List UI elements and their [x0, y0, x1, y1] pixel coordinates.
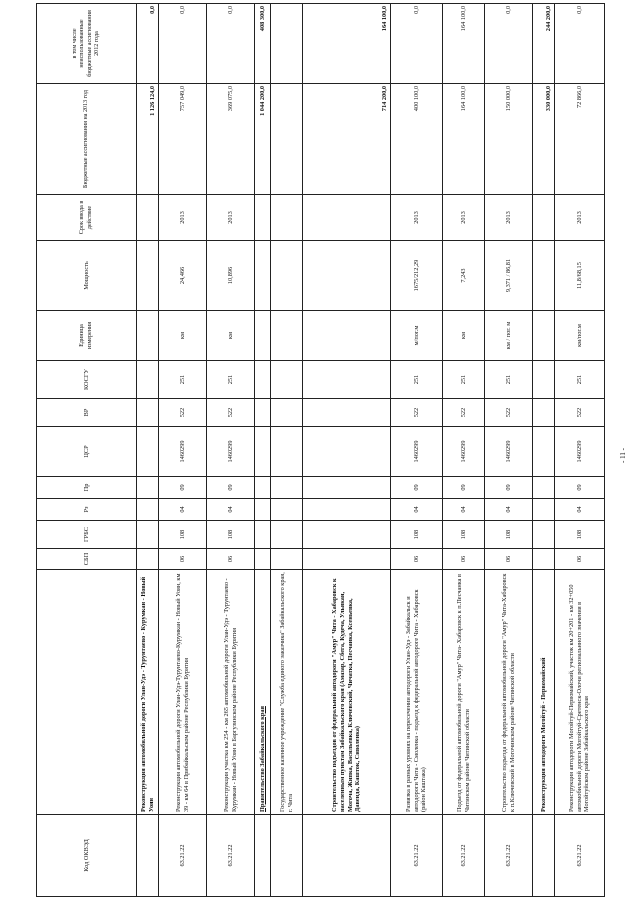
- table-cell-sbp: [303, 549, 391, 570]
- table-cell-csr: 1460299: [207, 427, 255, 477]
- table-cell-unused2012: [271, 4, 303, 84]
- table-cell-alloc2013: 164 100,0: [443, 84, 485, 195]
- table-cell-csr: 1460299: [555, 427, 605, 477]
- table-cell-grbs: [137, 521, 159, 549]
- table-cell-unit: м/пог.м: [391, 311, 443, 361]
- table-cell-capacity: [533, 241, 555, 311]
- table-cell-kosgu: 251: [391, 361, 443, 399]
- header-row: [37, 4, 137, 897]
- table-cell-okved: 63.21.22: [555, 815, 605, 897]
- table-cell-vr: 522: [485, 399, 533, 427]
- table-cell-pr: [255, 477, 271, 499]
- table-row: [391, 4, 443, 897]
- table-cell-alloc2013: 714 200,0: [303, 84, 391, 195]
- table-cell-capacity: 1675/212,29: [391, 241, 443, 311]
- table-row: [555, 4, 605, 897]
- table-cell-term: [137, 195, 159, 241]
- table-cell-alloc2013: 330 000,0: [533, 84, 555, 195]
- table-body: [137, 4, 605, 897]
- table-cell-sbp: [137, 549, 159, 570]
- table-row: [485, 4, 533, 897]
- table-cell-grbs: 108: [391, 521, 443, 549]
- header-okved: Код ОКВЭД: [37, 815, 137, 897]
- table-cell-pr: 09: [555, 477, 605, 499]
- table-cell-unused2012: 164 100,0: [443, 4, 485, 84]
- table-cell-alloc2013: 1 044 200,0: [255, 84, 271, 195]
- header-unit: Единица измерения: [37, 311, 137, 361]
- header-unused2012: в том числе неиспользованные бюджетные ассигнования 2012 года: [37, 4, 137, 84]
- table-cell-unit: [271, 311, 303, 361]
- table-cell-sbp: [255, 549, 271, 570]
- table-cell-kosgu: [137, 361, 159, 399]
- table-cell-csr: 1460299: [391, 427, 443, 477]
- table-cell-csr: [271, 427, 303, 477]
- table-cell-okved: [303, 815, 391, 897]
- table-cell-grbs: [271, 521, 303, 549]
- table-cell-vr: 522: [391, 399, 443, 427]
- header-vr: ВР: [37, 399, 137, 427]
- table-row: [303, 4, 391, 897]
- table-cell-capacity: [137, 241, 159, 311]
- table-cell-sbp: [533, 549, 555, 570]
- table-cell-name: Реконструкция автомобильной дороги Улан-Удэ-Турунтаево-Курумкан - Новый Уоян, км 39 - км 64 в Прибайкальском районе Республики Бурятия: [159, 570, 207, 815]
- table-cell-rz: 04: [555, 499, 605, 521]
- table-cell-capacity: [271, 241, 303, 311]
- table-cell-name: Реконструкция автодороги Могойтуй-Первомайский, участок км 20+201 - км 32+050 автомобильной дороги Могойтуй-Сретенск-Олочи региональнного значения в Могойтуйском районе Забайкальского края: [555, 570, 605, 815]
- table-cell-grbs: 108: [485, 521, 533, 549]
- table-cell-rz: [533, 499, 555, 521]
- header-csr: ЦСР: [37, 427, 137, 477]
- header-grbs: ГРБС: [37, 521, 137, 549]
- table-cell-unit: км: [159, 311, 207, 361]
- table-cell-capacity: 24,466: [159, 241, 207, 311]
- table-cell-sbp: 06: [555, 549, 605, 570]
- header-sbp: СБП: [37, 549, 137, 570]
- table-cell-vr: 522: [443, 399, 485, 427]
- table-cell-term: 2013: [555, 195, 605, 241]
- table-cell-rz: 04: [159, 499, 207, 521]
- table-cell-unit: [255, 311, 271, 361]
- table-cell-alloc2013: [271, 84, 303, 195]
- table-cell-unit: км: [443, 311, 485, 361]
- table-cell-okved: [137, 815, 159, 897]
- table-cell-grbs: 108: [159, 521, 207, 549]
- table-cell-grbs: [303, 521, 391, 549]
- section-title: Правительство Забайкальского края: [258, 706, 266, 812]
- header-kosgu: КОСГУ: [37, 361, 137, 399]
- header-alloc2013: Бюджетные ассигнования на 2013 год: [37, 84, 137, 195]
- table-cell-kosgu: 251: [443, 361, 485, 399]
- table-row: [255, 4, 271, 897]
- table-cell-alloc2013: 150 000,0: [485, 84, 533, 195]
- table-cell-rz: 04: [391, 499, 443, 521]
- table-cell-unused2012: 164 100,0: [303, 4, 391, 84]
- page-number: - 11 -: [619, 448, 627, 463]
- table-cell-vr: 522: [555, 399, 605, 427]
- table-cell-pr: 09: [391, 477, 443, 499]
- table-cell-kosgu: [271, 361, 303, 399]
- table-cell-term: [533, 195, 555, 241]
- table-cell-okved: [533, 815, 555, 897]
- table-cell-kosgu: 251: [207, 361, 255, 399]
- table-cell-capacity: [255, 241, 271, 311]
- table-cell-sbp: 06: [443, 549, 485, 570]
- table-cell-unused2012: 0,0: [391, 4, 443, 84]
- table-cell-unit: [303, 311, 391, 361]
- header-capacity: Мощность: [37, 241, 137, 311]
- table-cell-unit: [533, 311, 555, 361]
- table-cell-name: [255, 570, 271, 815]
- table-cell-okved: 63.21.22: [391, 815, 443, 897]
- table-cell-okved: 63.21.22: [159, 815, 207, 897]
- table-cell-sbp: 06: [485, 549, 533, 570]
- table-cell-rz: [303, 499, 391, 521]
- table-cell-alloc2013: 369 075,0: [207, 84, 255, 195]
- table-cell-unit: км/пог.м: [555, 311, 605, 361]
- table-cell-rz: [137, 499, 159, 521]
- table-cell-unused2012: 0,0: [207, 4, 255, 84]
- header-rz: Рз: [37, 499, 137, 521]
- table-cell-kosgu: 251: [485, 361, 533, 399]
- table-cell-alloc2013: 757 049,0: [159, 84, 207, 195]
- table-cell-pr: [137, 477, 159, 499]
- table-cell-okved: 63.21.22: [207, 815, 255, 897]
- table-cell-unused2012: 0,0: [485, 4, 533, 84]
- table-cell-kosgu: 251: [159, 361, 207, 399]
- table-cell-capacity: 7,243: [443, 241, 485, 311]
- table-cell-unused2012: 0,0: [555, 4, 605, 84]
- table-cell-unused2012: 0,0: [137, 4, 159, 84]
- table-cell-unit: км: [207, 311, 255, 361]
- table-cell-sbp: 06: [159, 549, 207, 570]
- table-cell-capacity: 10,896: [207, 241, 255, 311]
- table-row: [159, 4, 207, 897]
- table-cell-name: Реконструкция автомобильной дороги Улан-Удэ - Турунтаево - Курумкан - Новый Уоян: [137, 570, 159, 815]
- table-cell-sbp: 06: [207, 549, 255, 570]
- table-cell-vr: 522: [207, 399, 255, 427]
- table-cell-csr: 1460299: [485, 427, 533, 477]
- table-cell-csr: [255, 427, 271, 477]
- table-cell-name: Реконструкция участка км 254 - км 265 автомобильной дороги Улан-Удэ - Турунтаево - Курумкан - Новый Уоян в Баргузинском районе Республики Бурятия: [207, 570, 255, 815]
- table-cell-name: Государственное казенное учреждение "Служба единого заказчика" Забайкальского края, г. Чита: [271, 570, 303, 815]
- table-cell-term: [303, 195, 391, 241]
- table-cell-okved: [255, 815, 271, 897]
- table-cell-alloc2013: 72 866,0: [555, 84, 605, 195]
- table-cell-name: Строительство подъезда от федеральной автомобильной дороги "Амур" Чита-Хабаровск к п.Ключевский в Могочинском районе Читинской области: [485, 570, 533, 815]
- table-cell-grbs: 108: [443, 521, 485, 549]
- table-cell-kosgu: 251: [555, 361, 605, 399]
- table-cell-term: 2013: [159, 195, 207, 241]
- table-cell-unused2012: 0,0: [159, 4, 207, 84]
- table-cell-okved: [271, 815, 303, 897]
- table-cell-vr: [303, 399, 391, 427]
- table-cell-name: Реконструкция автодороги Могойтуй - Первомайский: [533, 570, 555, 815]
- table-cell-rz: 04: [207, 499, 255, 521]
- table-cell-name: Развязка в разных уровнях на пересечении автодороги Улан-Удэ - Забайкальск и автодороги Чита - Смоленка - подъезд к федеральной автодороге Чита - Хабаровск (район Каштака): [391, 570, 443, 815]
- table-cell-pr: 09: [485, 477, 533, 499]
- table-cell-vr: 522: [159, 399, 207, 427]
- table-cell-pr: [271, 477, 303, 499]
- table-cell-okved: 63.21.22: [443, 815, 485, 897]
- table-cell-grbs: 108: [555, 521, 605, 549]
- table-row: [443, 4, 485, 897]
- table-cell-rz: [271, 499, 303, 521]
- table-cell-term: 2013: [485, 195, 533, 241]
- table-cell-alloc2013: 400 100,0: [391, 84, 443, 195]
- table-cell-rz: [255, 499, 271, 521]
- table-cell-rz: 04: [443, 499, 485, 521]
- table-cell-csr: [303, 427, 391, 477]
- table-row: [137, 4, 159, 897]
- table-cell-kosgu: [255, 361, 271, 399]
- table-row: [533, 4, 555, 897]
- table-cell-pr: 09: [159, 477, 207, 499]
- table-cell-unit: км / пог. м: [485, 311, 533, 361]
- table-cell-grbs: [533, 521, 555, 549]
- table-cell-vr: [271, 399, 303, 427]
- header-term: Срок ввода в действие: [37, 195, 137, 241]
- table-cell-csr: [533, 427, 555, 477]
- table-cell-capacity: 11,8/68,15: [555, 241, 605, 311]
- table-cell-unused2012: 244 200,0: [533, 4, 555, 84]
- header-name: [37, 570, 137, 815]
- table-cell-pr: [533, 477, 555, 499]
- header-pr: Пр: [37, 477, 137, 499]
- table-cell-vr: [255, 399, 271, 427]
- table-row: [207, 4, 255, 897]
- table-cell-sbp: [271, 549, 303, 570]
- table-cell-pr: 09: [443, 477, 485, 499]
- table-cell-capacity: 9,371 / 86,81: [485, 241, 533, 311]
- table-cell-term: 2013: [443, 195, 485, 241]
- table-cell-unit: [137, 311, 159, 361]
- table-cell-term: 2013: [207, 195, 255, 241]
- table-cell-name: Строительство подъездов от федеральной автодороги "Амур" Чита - Хабаровск к населенным пунктам Забайкальского края (Амазар, Сбега, Кудеча, Ульякан, Могоча, Жипка, Васильевка, Ключевский, Чичатка, Песчанка, Ксеньевка, Давенда, Кашток, Сиволенка): [303, 570, 391, 815]
- table-row: [271, 4, 303, 897]
- table-cell-term: 2013: [391, 195, 443, 241]
- table-cell-term: [255, 195, 271, 241]
- table-cell-unused2012: 408 300,0: [255, 4, 271, 84]
- table-cell-grbs: 108: [207, 521, 255, 549]
- table-cell-capacity: [303, 241, 391, 311]
- table-cell-kosgu: [533, 361, 555, 399]
- table-cell-pr: [303, 477, 391, 499]
- table-cell-grbs: [255, 521, 271, 549]
- table-cell-pr: 09: [207, 477, 255, 499]
- table-cell-csr: [137, 427, 159, 477]
- table-cell-csr: 1460299: [159, 427, 207, 477]
- table-cell-csr: 1460299: [443, 427, 485, 477]
- table-cell-okved: 63.21.22: [485, 815, 533, 897]
- table-cell-vr: [137, 399, 159, 427]
- table-cell-name: Подъезд от федеральной автомобильной дороги "Амур" Чита- Хабаровск к п.Песчанка в Читинском районе Читинской области: [443, 570, 485, 815]
- table-cell-sbp: 06: [391, 549, 443, 570]
- table-cell-vr: [533, 399, 555, 427]
- table-cell-term: [271, 195, 303, 241]
- table-cell-kosgu: [303, 361, 391, 399]
- budget-table: [36, 3, 605, 897]
- table-cell-alloc2013: 1 126 124,0: [137, 84, 159, 195]
- table-cell-rz: 04: [485, 499, 533, 521]
